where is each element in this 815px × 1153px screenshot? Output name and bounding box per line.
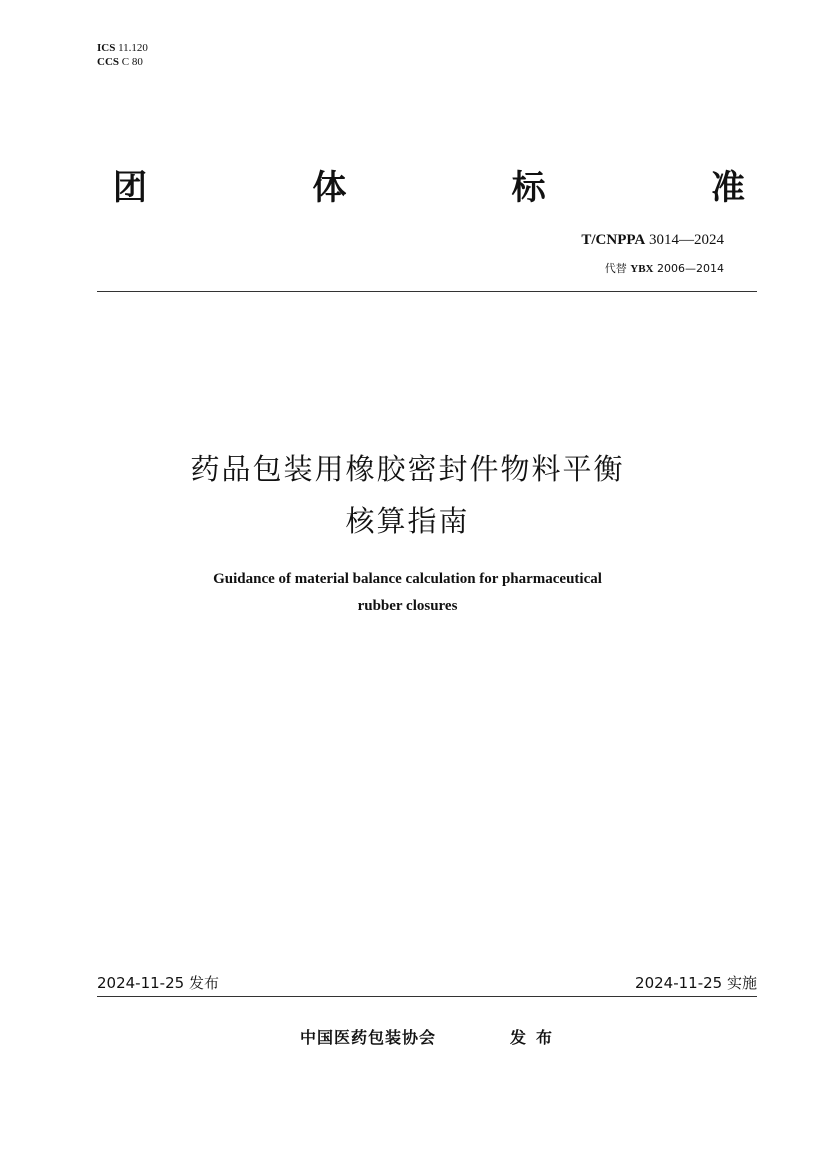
standard-number bbox=[581, 232, 724, 249]
ccs-code bbox=[97, 55, 148, 69]
implementation-date: 2024-11-25 实施 bbox=[635, 974, 757, 992]
chinese-title-line-1: 药品包装用橡胶密封件物料平衡 bbox=[190, 452, 625, 486]
classification-codes bbox=[97, 41, 148, 69]
ccs-label: CCS bbox=[97, 56, 120, 68]
standard-type-char: 准 bbox=[710, 168, 745, 208]
publish-date: 2024-11-25 发布 bbox=[97, 974, 219, 992]
ics-value: 11.120 bbox=[118, 42, 148, 54]
standard-type-heading bbox=[113, 165, 745, 211]
replaces-label: 代替 bbox=[604, 262, 627, 275]
standard-type-char: 标 bbox=[511, 168, 546, 208]
ics-code bbox=[97, 41, 148, 55]
issued-label: 发布 bbox=[510, 1028, 563, 1047]
standard-number-value: 3014—2024 bbox=[649, 232, 724, 248]
chinese-title-line-2: 核算指南 bbox=[345, 504, 470, 538]
ics-label: ICS bbox=[97, 42, 116, 54]
footer-divider bbox=[97, 996, 757, 997]
issuing-organization: 中国医药包装协会 bbox=[300, 1028, 437, 1047]
standard-type-char: 体 bbox=[312, 168, 347, 208]
standard-type-char: 团 bbox=[113, 168, 147, 208]
replaces-number: 2006—2014 bbox=[657, 262, 724, 275]
ccs-value: C 80 bbox=[121, 56, 143, 68]
header-divider bbox=[97, 291, 757, 292]
replaces-standard bbox=[605, 260, 724, 276]
standard-prefix: T/CNPPA bbox=[581, 232, 646, 248]
english-title-line-2: rubber closures bbox=[357, 598, 458, 614]
replaces-prefix: YBX bbox=[630, 263, 654, 275]
english-title-line-1: Guidance of material balance calculation for pharmaceutical bbox=[213, 571, 602, 587]
